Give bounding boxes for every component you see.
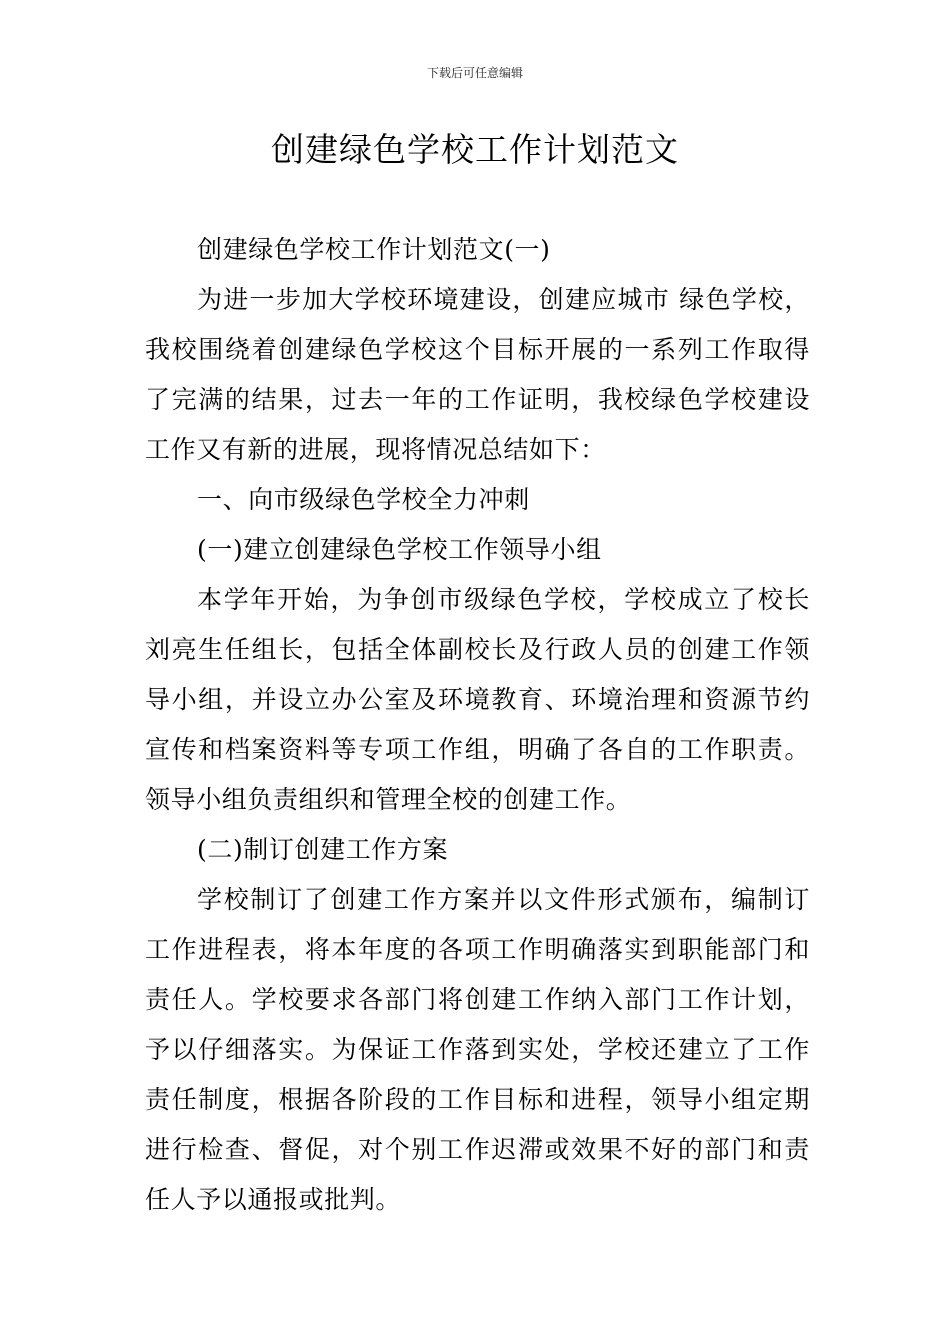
document-body [145,225,810,1225]
body-paragraph-2: 学校制订了创建工作方案并以文件形式颁布，编制订工作进程表，将本年度的各项工作明确落实到职能部门和责任人。学校要求各部门将创建工作纳入部门工作计划，予以仔细落实。为保证工作落到实处，学校还建立了工作责任制度，根据各阶段的工作目标和进程，领导小组定期进行检查、督促，对个别工作迟滞或效果不好的部门和责任人予以通报或批判。 [145,885,810,1214]
intro-paragraph: 为进一步加大学校环境建设，创建应城市 绿色学校，我校围绕着创建绿色学校这个目标开展的一系列工作取得了完满的结果，过去一年的工作证明，我校绿色学校建设工作又有新的进展，现将情况总结如下： [145,285,810,464]
document-title: 创建绿色学校工作计划范文 [271,130,679,169]
subsection-heading-2: (二)制订创建工作方案 [197,835,449,864]
subtitle-paragraph: 创建绿色学校工作计划范文(一) [197,235,551,264]
section-heading-1: 一、向市级绿色学校全力冲刺 [197,485,530,514]
header-note: 下载后可任意编辑 [426,66,523,80]
body-paragraph-1: 本学年开始，为争创市级绿色学校，学校成立了校长刘亮生任组长，包括全体副校长及行政人员的创建工作领导小组，并设立办公室及环境教育、环境治理和资源节约宣传和档案资料等专项工作组，明确了各自的工作职责。领导小组负责组织和管理全校的创建工作。 [145,585,810,814]
subsection-heading-1: (一)建立创建绿色学校工作领导小组 [197,535,602,564]
